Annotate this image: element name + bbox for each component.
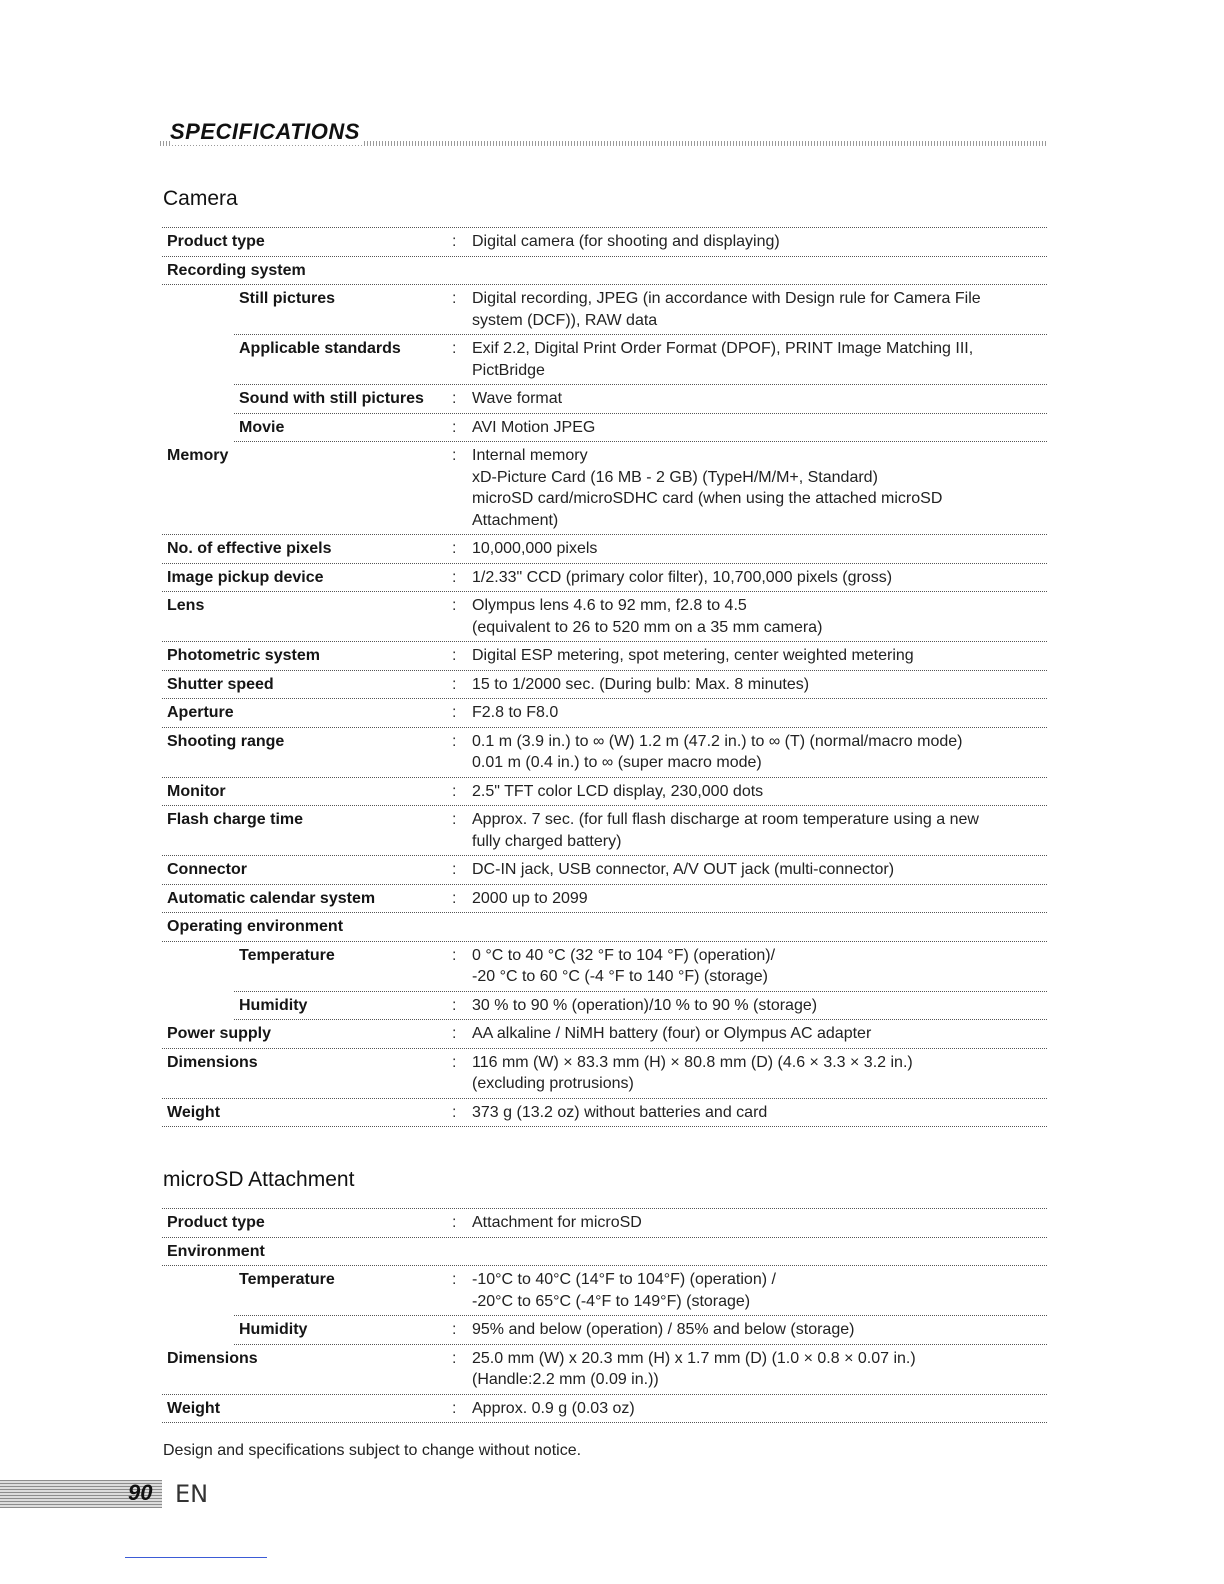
- spec-value-line: 95% and below (operation) / 85% and below (storage): [472, 1321, 855, 1338]
- spec-value: [472, 1398, 1047, 1420]
- spec-value-line: 0 °C to 40 °C (32 °F to 104 °F) (operation)/: [472, 946, 776, 964]
- spec-row: [162, 671, 1047, 700]
- spec-value-line: -20 °C to 60 °C (-4 °F to 140 °F) (storage): [472, 968, 768, 985]
- spec-separator: :: [452, 811, 457, 828]
- spec-row: [234, 285, 1047, 335]
- spec-value-line: Attachment): [472, 511, 559, 529]
- spec-label: Product type: [167, 1214, 265, 1231]
- spec-value-line: Internal memory: [472, 447, 588, 464]
- spec-label: Dimensions: [167, 1053, 258, 1071]
- spec-value: [472, 567, 1047, 589]
- spec-row: [162, 1345, 1047, 1395]
- spec-separator: :: [452, 1321, 457, 1338]
- spec-label: Lens: [167, 597, 205, 614]
- spec-value: [472, 1241, 1047, 1263]
- spec-value-line: -20°C to 65°C (-4°F to 149°F) (storage): [472, 1292, 751, 1310]
- spec-separator: [452, 1241, 472, 1263]
- page-heading: [160, 117, 1048, 149]
- spec-separator: :: [452, 704, 457, 721]
- spec-value: [472, 288, 1047, 331]
- page-title: SPECIFICATIONS: [170, 119, 364, 145]
- footnote: Design and specifications subject to change without notice.: [163, 1442, 582, 1459]
- spec-separator: [452, 260, 472, 282]
- spec-label: Product type: [167, 233, 265, 250]
- spec-value-line: 0.01 m (0.4 in.) to ∞ (super macro mode): [472, 754, 762, 771]
- microsd-spec-table: [162, 1208, 1047, 1423]
- spec-row: [162, 535, 1047, 564]
- spec-row: [162, 856, 1047, 885]
- spec-value: [472, 809, 1047, 852]
- spec-separator: :: [452, 782, 457, 800]
- spec-separator: :: [452, 233, 457, 250]
- spec-value-line: (excluding protrusions): [472, 1075, 634, 1092]
- spec-separator: :: [452, 675, 457, 693]
- spec-row: [234, 414, 1047, 443]
- spec-value: [472, 1052, 1047, 1095]
- spec-value: [472, 781, 1047, 803]
- camera-section-title: Camera: [163, 187, 238, 210]
- spec-row: [162, 699, 1047, 728]
- spec-separator: :: [452, 597, 457, 614]
- spec-value: [472, 945, 1047, 988]
- spec-label: Movie: [239, 418, 285, 436]
- spec-value-line: 2.5" TFT color LCD display, 230,000 dots: [472, 782, 764, 800]
- spec-value-line: DC-IN jack, USB connector, A/V OUT jack (multi-connector): [472, 861, 895, 878]
- page-footer: [0, 1478, 260, 1512]
- spec-separator: :: [452, 568, 457, 586]
- spec-label: Weight: [167, 1103, 221, 1121]
- spec-separator: :: [452, 340, 457, 357]
- spec-value: [472, 260, 1047, 282]
- spec-separator: :: [452, 1025, 457, 1042]
- spec-row: [162, 778, 1047, 807]
- spec-value-line: 116 mm (W) × 83.3 mm (H) × 80.8 mm (D) (4.6 × 3.3 × 3.2 in.): [472, 1053, 913, 1071]
- spec-label: Aperture: [167, 704, 234, 721]
- spec-value: [472, 231, 1047, 253]
- spec-label: Image pickup device: [167, 568, 324, 586]
- spec-row: [162, 442, 1047, 535]
- spec-row: [234, 1266, 1047, 1316]
- spec-separator: :: [452, 1053, 457, 1071]
- spec-value: [472, 538, 1047, 560]
- spec-separator: :: [452, 290, 457, 307]
- spec-separator: :: [452, 447, 457, 464]
- spec-separator: :: [452, 1349, 457, 1367]
- spec-label: Sound with still pictures: [239, 390, 424, 407]
- spec-separator: :: [452, 1103, 457, 1121]
- spec-separator: :: [452, 861, 457, 878]
- spec-row: [162, 592, 1047, 642]
- spec-separator: :: [452, 732, 457, 750]
- language-code: EN: [175, 1480, 209, 1508]
- spec-value-line: F2.8 to F8.0: [472, 704, 559, 721]
- spec-row: [162, 1238, 1047, 1267]
- spec-label: Monitor: [167, 782, 226, 800]
- spec-label: Applicable standards: [239, 340, 401, 357]
- spec-label: Humidity: [239, 1321, 308, 1338]
- spec-value-line: -10°C to 40°C (14°F to 104°F) (operation) /: [472, 1271, 776, 1288]
- spec-value-line: 2000 up to 2099: [472, 889, 588, 907]
- spec-separator: :: [452, 1399, 457, 1417]
- spec-label: Environment: [167, 1242, 265, 1260]
- spec-value-line: 1/2.33" CCD (primary color filter), 10,700,000 pixels (gross): [472, 568, 893, 586]
- spec-row: [234, 335, 1047, 385]
- microsd-section-title: microSD Attachment: [163, 1168, 355, 1191]
- spec-row: [162, 1395, 1047, 1424]
- spec-row: [162, 564, 1047, 593]
- spec-value-line: Exif 2.2, Digital Print Order Format (DPOF), PRINT Image Matching III,: [472, 340, 974, 357]
- page-number: 90: [128, 1480, 153, 1505]
- spec-separator: :: [452, 418, 457, 436]
- spec-label: Humidity: [239, 996, 308, 1014]
- spec-row: [234, 992, 1047, 1021]
- spec-value-line: 0.1 m (3.9 in.) to ∞ (W) 1.2 m (47.2 in.) to ∞ (T) (normal/macro mode): [472, 732, 963, 750]
- spec-label: Temperature: [239, 946, 335, 964]
- spec-value-line: system (DCF)), RAW data: [472, 311, 658, 329]
- spec-row: [162, 1049, 1047, 1099]
- spec-value-line: PictBridge: [472, 361, 545, 379]
- spec-label: Shutter speed: [167, 675, 274, 693]
- spec-label: Temperature: [239, 1271, 335, 1288]
- spec-value-line: Digital recording, JPEG (in accordance with Design rule for Camera File: [472, 290, 981, 307]
- spec-separator: :: [452, 647, 457, 664]
- spec-value-line: Olympus lens 4.6 to 92 mm, f2.8 to 4.5: [472, 597, 747, 614]
- spec-value: [472, 338, 1047, 381]
- spec-value-line: 30 % to 90 % (operation)/10 % to 90 % (storage): [472, 996, 818, 1014]
- spec-value-line: Wave format: [472, 390, 563, 407]
- spec-value-line: AA alkaline / NiMH battery (four) or Olympus AC adapter: [472, 1025, 872, 1042]
- spec-value: [472, 859, 1047, 881]
- spec-separator: :: [452, 1271, 457, 1288]
- spec-value-line: (Handle:2.2 mm (0.09 in.)): [472, 1371, 659, 1388]
- spec-label: Memory: [167, 447, 229, 464]
- spec-separator: :: [452, 540, 457, 557]
- spec-row: [162, 1099, 1047, 1128]
- spec-value: [472, 388, 1047, 410]
- spec-value: [472, 1023, 1047, 1045]
- spec-label: Shooting range: [167, 732, 285, 750]
- spec-value: [472, 916, 1047, 938]
- spec-value: [472, 702, 1047, 724]
- spec-row: [162, 1208, 1047, 1238]
- spec-value-line: 25.0 mm (W) x 20.3 mm (H) x 1.7 mm (D) (1.0 × 0.8 × 0.07 in.): [472, 1349, 916, 1367]
- spec-row: [162, 642, 1047, 671]
- spec-row: [162, 227, 1047, 257]
- spec-row: [162, 1020, 1047, 1049]
- spec-row: [162, 257, 1047, 286]
- spec-separator: :: [452, 1214, 457, 1231]
- spec-value: [472, 595, 1047, 638]
- spec-row: [162, 728, 1047, 778]
- spec-separator: :: [452, 390, 457, 407]
- spec-value-line: (equivalent to 26 to 520 mm on a 35 mm camera): [472, 618, 823, 636]
- spec-label: Still pictures: [239, 290, 336, 307]
- spec-value-line: Approx. 7 sec. (for full flash discharge at room temperature using a new: [472, 811, 979, 828]
- spec-row: [234, 1316, 1047, 1345]
- spec-value: [472, 888, 1047, 910]
- spec-value: [472, 1212, 1047, 1234]
- spec-value: [472, 1348, 1047, 1391]
- spec-label: Power supply: [167, 1025, 272, 1042]
- spec-separator: :: [452, 996, 457, 1014]
- spec-value-line: fully charged battery): [472, 832, 622, 850]
- spec-value: [472, 1269, 1047, 1312]
- spec-value: [472, 731, 1047, 774]
- spec-value: [472, 417, 1047, 439]
- spec-value-line: Digital camera (for shooting and displaying): [472, 233, 780, 250]
- spec-separator: [452, 916, 472, 938]
- spec-label: No. of effective pixels: [167, 540, 332, 557]
- spec-value: [472, 674, 1047, 696]
- spec-value-line: xD-Picture Card (16 MB - 2 GB) (TypeH/M/M+, Standard): [472, 468, 878, 486]
- spec-value: [472, 1319, 1047, 1341]
- spec-row: [162, 913, 1047, 942]
- spec-label: Photometric system: [167, 647, 320, 664]
- spec-value: [472, 995, 1047, 1017]
- spec-separator: :: [452, 889, 457, 907]
- spec-value: [472, 1102, 1047, 1124]
- spec-label: Weight: [167, 1399, 221, 1417]
- spec-label: Recording system: [167, 261, 306, 279]
- spec-label: Automatic calendar system: [167, 889, 376, 907]
- spec-value-line: Digital ESP metering, spot metering, center weighted metering: [472, 647, 914, 664]
- spec-label: Flash charge time: [167, 811, 304, 828]
- spec-value: [472, 645, 1047, 667]
- spec-value-line: 10,000,000 pixels: [472, 540, 598, 557]
- bottom-rule: [125, 1557, 267, 1558]
- spec-row: [234, 385, 1047, 414]
- spec-value-line: AVI Motion JPEG: [472, 418, 596, 436]
- spec-value-line: Attachment for microSD: [472, 1214, 642, 1231]
- spec-value-line: Approx. 0.9 g (0.03 oz): [472, 1399, 635, 1417]
- spec-row: [162, 806, 1047, 856]
- spec-row: [234, 942, 1047, 992]
- spec-row: [162, 885, 1047, 914]
- spec-value: [472, 445, 1047, 531]
- camera-spec-table: [162, 227, 1047, 1127]
- spec-label: Connector: [167, 861, 247, 878]
- spec-value-line: 15 to 1/2000 sec. (During bulb: Max. 8 minutes): [472, 675, 810, 693]
- spec-label: Dimensions: [167, 1349, 258, 1367]
- spec-value-line: 373 g (13.2 oz) without batteries and card: [472, 1103, 768, 1121]
- spec-value-line: microSD card/microSDHC card (when using the attached microSD: [472, 490, 943, 507]
- spec-label: Operating environment: [167, 918, 344, 935]
- spec-separator: :: [452, 946, 457, 964]
